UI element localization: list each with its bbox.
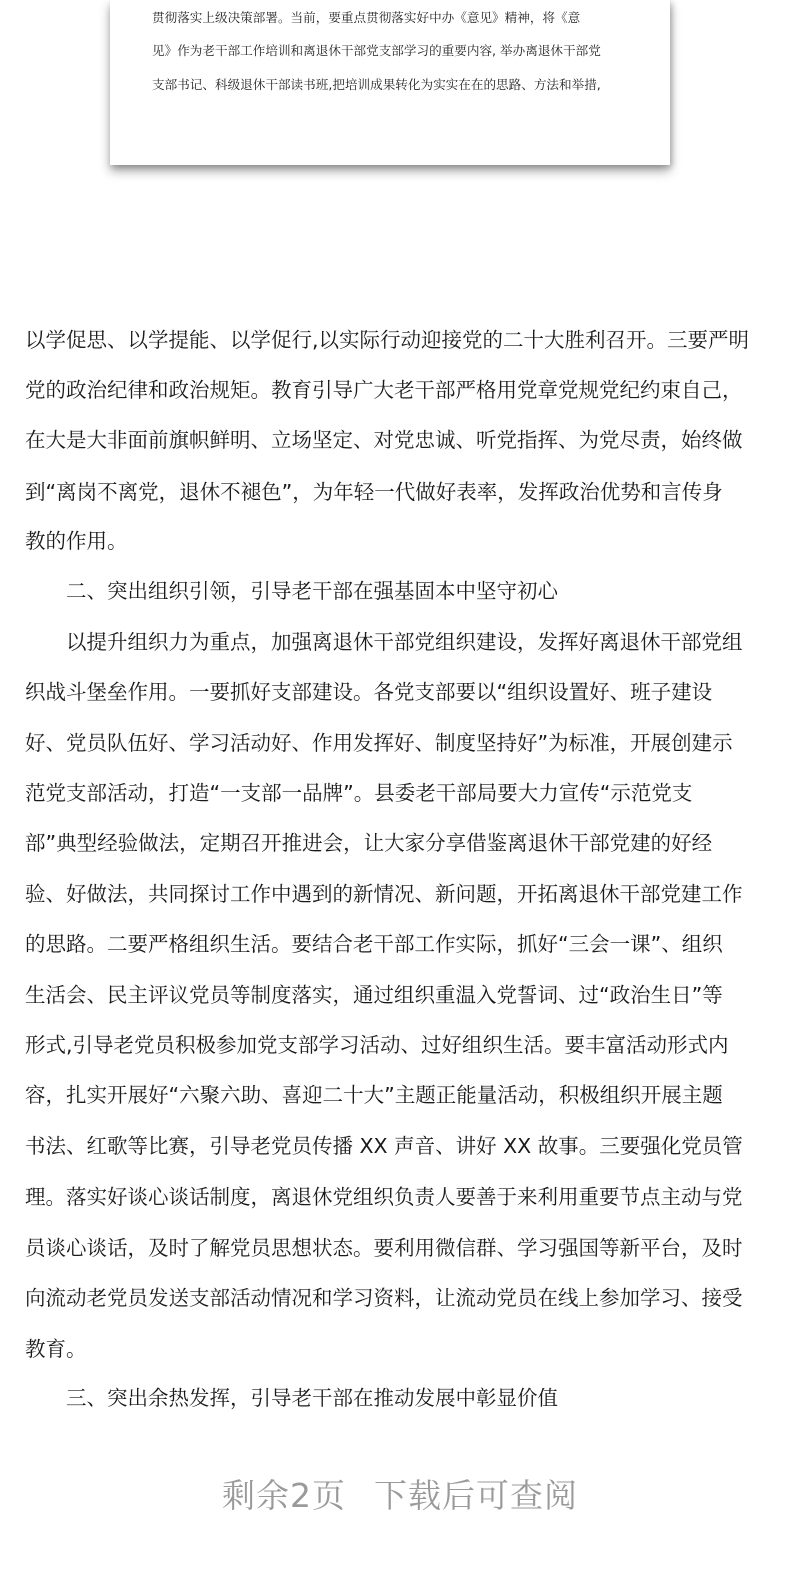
download-prompt[interactable]	[0, 1470, 800, 1517]
text-line: 员谈心谈话，及时了解党员思想状态。要利用微信群、学习强国等新平台，及时	[25, 1236, 743, 1260]
text-line: 教育。	[25, 1337, 87, 1361]
text-line: 的思路。二要严格组织生活。要结合老干部工作实际，抓好“三会一课”、组织	[25, 932, 723, 956]
text-line: 范党支部活动，打造“一支部一品牌”。县委老干部局要大力宣传“示范党支	[25, 781, 693, 805]
preview-line: 见》作为老干部工作培训和离退休干部党支部学习的重要内容, 举办离退休干部党	[152, 43, 601, 58]
remaining-pages-label[interactable]: 剩余2页	[222, 1476, 346, 1515]
text-line: 理。落实好谈心谈话制度，离退休党组织负责人要善于来利用重要节点主动与党	[25, 1185, 743, 1209]
text-line: 容，扎实开展好“六聚六助、喜迎二十大”主题正能量活动，积极组织开展主题	[25, 1083, 723, 1107]
text-line: 形式,引导老党员积极参加党支部学习活动、过好组织生活。要丰富活动形式内	[25, 1033, 729, 1057]
paragraph-start-line: 三、突出余热发挥，引导老干部在推动发展中彰显价值	[66, 1386, 558, 1410]
text-line: 验、好做法，共同探讨工作中遇到的新情况、新问题，开拓离退休干部党建工作	[25, 882, 743, 906]
text-line: 向流动老党员发送支部活动情况和学习资料，让流动党员在线上参加学习、接受	[25, 1286, 743, 1310]
paragraph-start-line: 二、突出组织引领，引导老干部在强基固本中坚守初心	[66, 579, 558, 603]
download-to-view-label[interactable]: 下载后可查阅	[374, 1476, 578, 1515]
text-line: 织战斗堡垒作用。一要抓好支部建设。各党支部要以“组织设置好、班子建设	[25, 680, 713, 704]
text-line: 好、党员队伍好、学习活动好、作用发挥好、制度坚持好”为标准，开展创建示	[25, 731, 733, 755]
text-line: 以学促思、以学提能、以学促行,以实际行动迎接党的二十大胜利召开。三要严明	[25, 328, 750, 352]
text-line: 在大是大非面前旗帜鲜明、立场坚定、对党忠诚、听党指挥、为党尽责，始终做	[25, 428, 743, 452]
preview-line: 支部书记、科级退休干部读书班,把培训成果转化为实实在在的思路、方法和举措,	[152, 77, 601, 92]
text-line: 到“离岗不离党，退休不褪色”，为年轻一代做好表率，发挥政治优势和言传身	[25, 480, 723, 504]
paragraph-start-line: 以提升组织力为重点，加强离退休干部党组织建设，发挥好离退休干部党组	[66, 630, 743, 654]
text-line: 党的政治纪律和政治规矩。教育引导广大老干部严格用党章党规党纪约束自己，	[25, 378, 743, 402]
text-line: 生活会、民主评议党员等制度落实，通过组织重温入党誓词、过“政治生日”等	[25, 983, 723, 1007]
text-line: 书法、红歌等比赛，引导老党员传播 XX 声音、讲好 XX 故事。三要强化党员管	[25, 1134, 743, 1158]
text-line: 教的作用。	[25, 529, 128, 553]
page-preview-card	[110, 0, 670, 165]
preview-line: 贯彻落实上级决策部署。当前，要重点贯彻落实好中办《意见》精神，将《意	[152, 10, 581, 25]
text-line: 部”典型经验做法，定期召开推进会，让大家分享借鉴离退休干部党建的好经	[25, 831, 713, 855]
